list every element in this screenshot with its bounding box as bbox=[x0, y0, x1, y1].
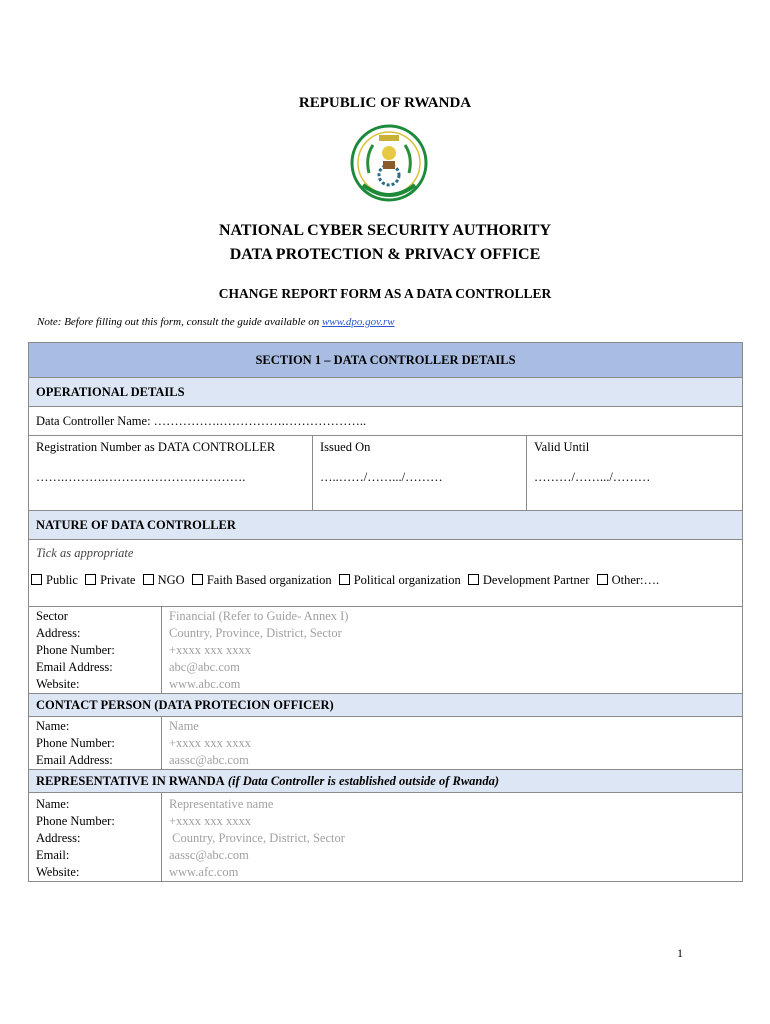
representative-title bbox=[29, 770, 743, 793]
contact-email-field[interactable]: aassc@abc.com bbox=[169, 753, 249, 767]
checkbox-icon[interactable] bbox=[468, 574, 479, 585]
checkbox-icon[interactable] bbox=[192, 574, 203, 585]
controller-name-field[interactable]: Data Controller Name: …………….…………….……………….. bbox=[29, 407, 743, 436]
option-other[interactable] bbox=[597, 573, 660, 587]
contact-phone-label: Phone Number: bbox=[36, 736, 115, 750]
nature-options-cell bbox=[29, 540, 743, 607]
contact-name-field[interactable]: Name bbox=[169, 719, 199, 733]
email-label: Email Address: bbox=[36, 660, 113, 674]
contact-name-label: Name: bbox=[36, 719, 70, 733]
nature-title: NATURE OF DATA CONTROLLER bbox=[29, 511, 743, 540]
address-label: Address: bbox=[36, 626, 81, 640]
checkbox-icon[interactable] bbox=[31, 574, 42, 585]
details-values bbox=[162, 607, 743, 694]
rep-phone-label: Phone Number: bbox=[36, 814, 115, 828]
form-title: CHANGE REPORT FORM AS A DATA CONTROLLER bbox=[218, 286, 552, 301]
option-label: Other:…. bbox=[611, 573, 660, 587]
registration-number-cell[interactable] bbox=[29, 436, 313, 511]
issued-on-dots: …..……/…….../……… bbox=[320, 470, 443, 484]
note bbox=[37, 316, 395, 328]
nature-options bbox=[29, 573, 742, 588]
rep-phone-field[interactable]: +xxxx xxx xxxx bbox=[169, 814, 252, 828]
valid-until-cell[interactable] bbox=[527, 436, 743, 511]
phone-field[interactable]: +xxxx xxx xxxx bbox=[169, 643, 252, 657]
contact-email-label: Email Address: bbox=[36, 753, 113, 767]
rep-email-field[interactable]: aassc@abc.com bbox=[169, 848, 249, 862]
option-private[interactable] bbox=[85, 573, 135, 587]
operational-details-title: OPERATIONAL DETAILS bbox=[29, 378, 743, 407]
rep-website-field[interactable]: www.afc.com bbox=[169, 865, 239, 879]
option-label: Faith Based organization bbox=[206, 573, 332, 587]
rep-email-label: Email: bbox=[36, 848, 70, 862]
rep-address-field[interactable]: Country, Province, District, Sector bbox=[169, 831, 345, 845]
issued-on-cell[interactable] bbox=[313, 436, 527, 511]
option-ngo[interactable] bbox=[143, 573, 185, 587]
option-label: Political organization bbox=[353, 573, 461, 587]
contact-labels bbox=[29, 717, 162, 770]
website-label: Website: bbox=[36, 677, 80, 691]
email-field[interactable]: abc@abc.com bbox=[169, 660, 240, 674]
contact-phone-field[interactable]: +xxxx xxx xxxx bbox=[169, 736, 252, 750]
rep-name-field[interactable]: Representative name bbox=[169, 797, 274, 811]
rwanda-coat-of-arms-icon bbox=[349, 123, 429, 211]
page-number: 1 bbox=[677, 946, 683, 960]
checkbox-icon[interactable] bbox=[143, 574, 154, 585]
option-label: Public bbox=[46, 573, 78, 587]
republic-heading: REPUBLIC OF RWANDA bbox=[298, 95, 472, 111]
checkbox-icon[interactable] bbox=[85, 574, 96, 585]
rep-name-label: Name: bbox=[36, 797, 70, 811]
representative-values bbox=[162, 793, 743, 882]
option-political[interactable] bbox=[339, 573, 461, 587]
office-heading: DATA PROTECTION & PRIVACY OFFICE bbox=[229, 246, 541, 263]
option-label: Private bbox=[100, 573, 136, 587]
valid-until-label: Valid Until bbox=[534, 440, 590, 454]
sector-field[interactable]: Financial (Refer to Guide- Annex I) bbox=[169, 609, 349, 623]
representative-title-bold: REPRESENTATIVE IN RWANDA bbox=[36, 773, 225, 788]
dpo-link[interactable]: www.dpo.gov.rw bbox=[321, 316, 395, 328]
checkbox-icon[interactable] bbox=[339, 574, 350, 585]
rep-website-label: Website: bbox=[36, 865, 80, 879]
option-label: NGO bbox=[157, 573, 185, 587]
representative-title-note: (if Data Controller is established outside of Rwanda) bbox=[224, 773, 500, 788]
registration-number-dots: …….……….……………………………. bbox=[36, 470, 246, 484]
website-field[interactable]: www.abc.com bbox=[169, 677, 241, 691]
option-faith-based[interactable] bbox=[192, 573, 332, 587]
note-text: Note: Before filling out this form, consult the guide available on bbox=[37, 316, 322, 328]
issued-on-label: Issued On bbox=[320, 440, 371, 454]
registration-number-label: Registration Number as DATA CONTROLLER bbox=[36, 440, 276, 454]
section1-title: SECTION 1 – DATA CONTROLLER DETAILS bbox=[29, 343, 743, 378]
authority-heading: NATIONAL CYBER SECURITY AUTHORITY bbox=[218, 222, 552, 239]
representative-labels bbox=[29, 793, 162, 882]
checkbox-icon[interactable] bbox=[597, 574, 608, 585]
option-label: Development Partner bbox=[482, 573, 590, 587]
sector-label: Sector bbox=[36, 609, 68, 623]
rep-address-label: Address: bbox=[36, 831, 81, 845]
tick-instruction: Tick as appropriate bbox=[36, 546, 134, 560]
address-field[interactable]: Country, Province, District, Sector bbox=[169, 626, 342, 640]
valid-until-dots: ………/…….../……… bbox=[534, 470, 651, 484]
option-public[interactable] bbox=[31, 573, 78, 587]
details-labels bbox=[29, 607, 162, 694]
contact-values bbox=[162, 717, 743, 770]
phone-label: Phone Number: bbox=[36, 643, 115, 657]
section1-form bbox=[28, 342, 742, 882]
option-development-partner[interactable] bbox=[468, 573, 590, 587]
contact-person-title: CONTACT PERSON (DATA PROTECION OFFICER) bbox=[29, 694, 743, 717]
